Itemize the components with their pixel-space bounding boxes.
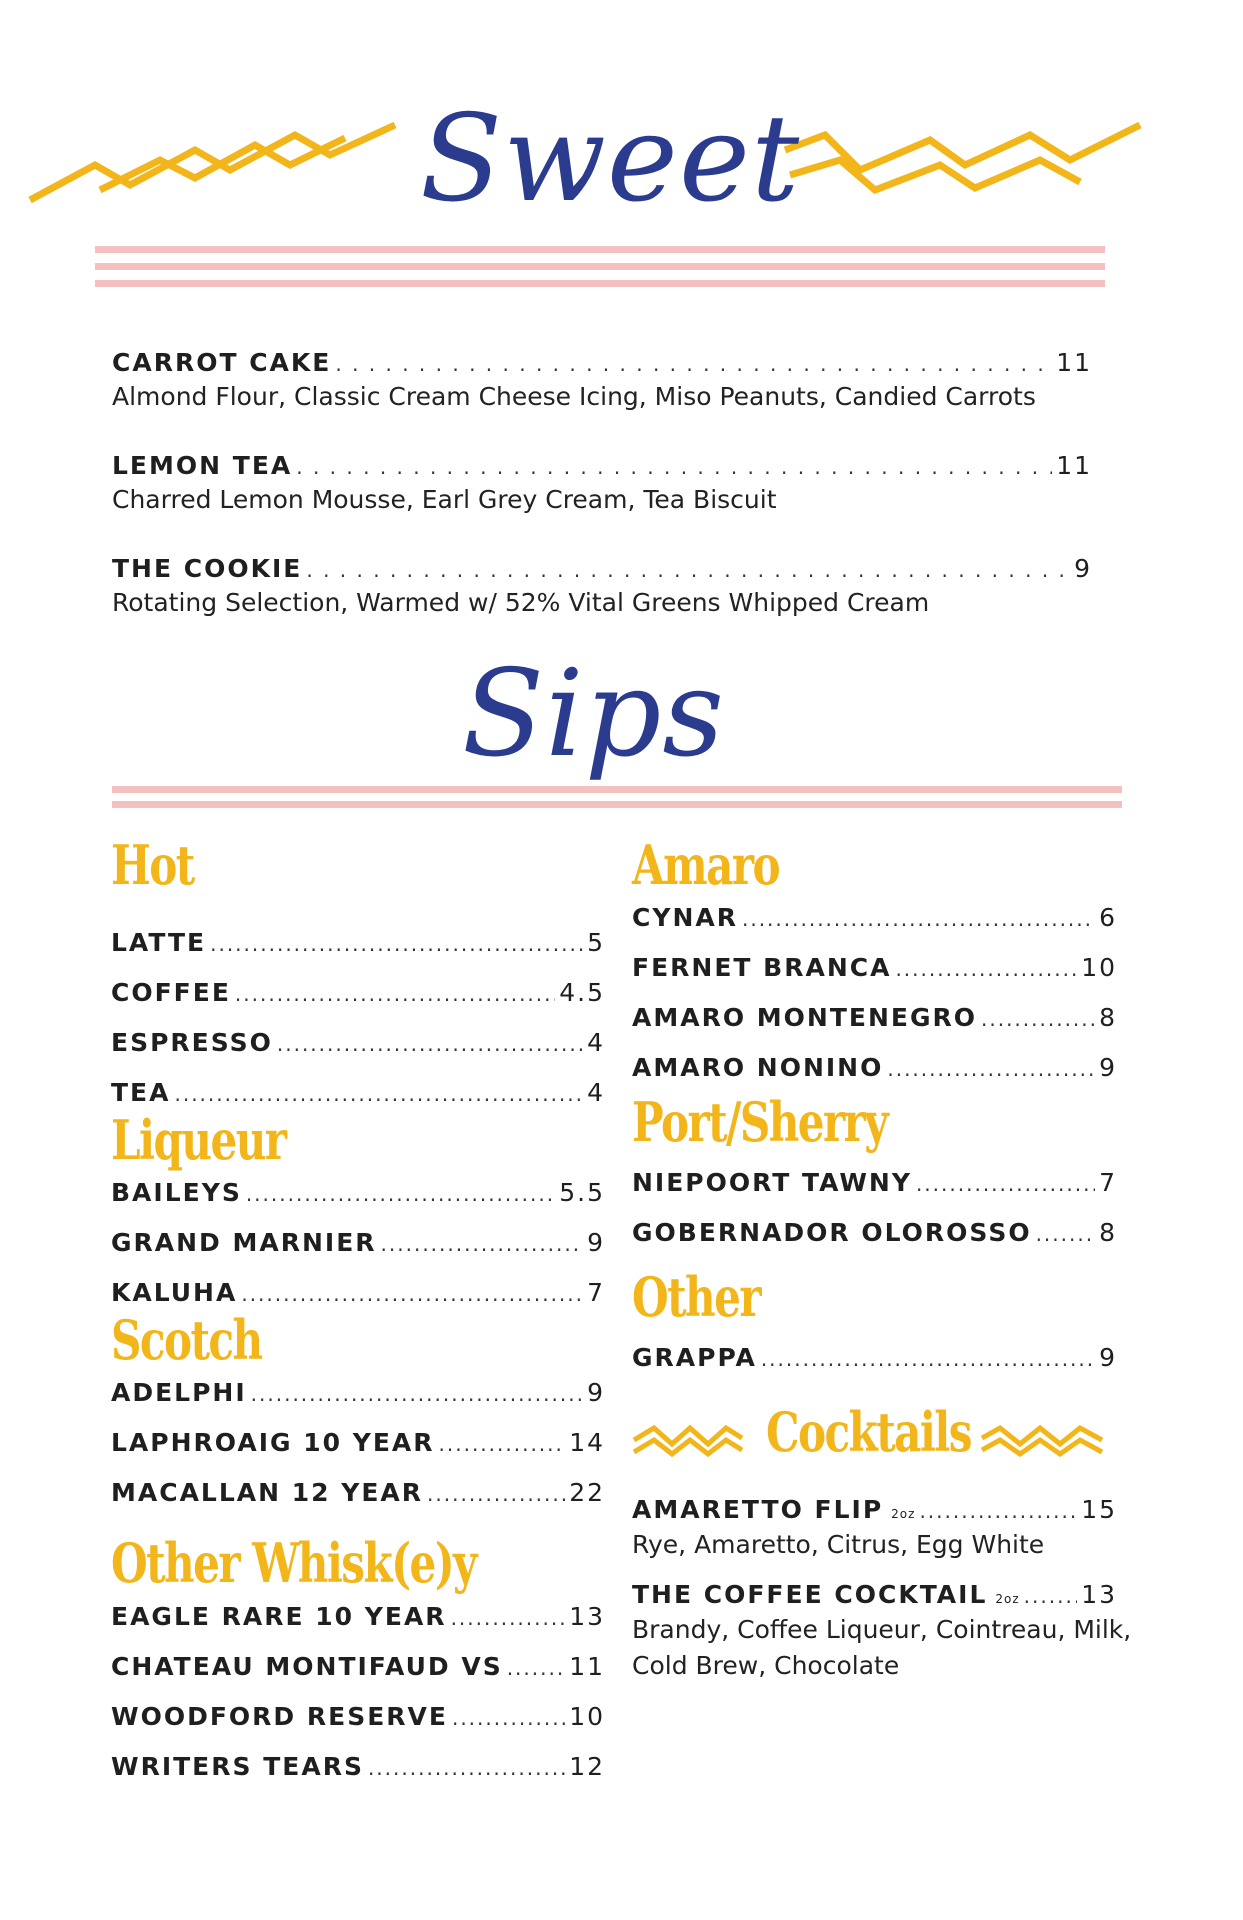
section-heading-liqueur: Liqueur: [111, 1108, 286, 1172]
list-item: LATTE ..... 5: [111, 928, 605, 957]
list-item: MACALLAN 12 YEAR ..... 22: [111, 1478, 605, 1507]
list-item: WOODFORD RESERVE ..... 10: [111, 1702, 605, 1731]
list-item: LEMON TEA . . . 11: [112, 451, 1092, 480]
list-item: CARROT CAKE . . . 11: [112, 348, 1092, 377]
list-item: GRAND MARNIER ..... 9: [111, 1228, 605, 1257]
section-heading-scotch: Scotch: [111, 1308, 262, 1372]
list-item: CYNAR ..... 6: [632, 903, 1117, 932]
list-item: WRITERS TEARS ..... 12: [111, 1752, 605, 1781]
list-item: AMARETTO FLIP 2oz ..... 15: [632, 1495, 1117, 1524]
list-item: NIEPOORT TAWNY ..... 7: [632, 1168, 1117, 1197]
list-item: GRAPPA ..... 9: [632, 1343, 1117, 1372]
list-item: GOBERNADOR OLOROSSO ..... 8: [632, 1218, 1117, 1247]
list-item: CHATEAU MONTIFAUD VS ..... 11: [111, 1652, 605, 1681]
list-item: LAPHROAIG 10 YEAR ..... 14: [111, 1428, 605, 1457]
zigzag-decoration-right: [780, 120, 1150, 210]
list-item: FERNET BRANCA ..... 10: [632, 953, 1117, 982]
item-description: Rye, Amaretto, Citrus, Egg White: [632, 1530, 1045, 1559]
item-description: Rotating Selection, Warmed w/ 52% Vital Greens Whipped Cream: [112, 588, 930, 617]
section-heading-amaro: Amaro: [632, 833, 780, 897]
list-item: THE COFFEE COCKTAIL 2oz ..... 13: [632, 1580, 1117, 1609]
section-heading-other: Other: [632, 1265, 760, 1329]
item-description: Cold Brew, Chocolate: [632, 1651, 900, 1680]
sweet-stripes: [95, 246, 1105, 287]
zigzag-decoration-cocktails-left: [632, 1418, 744, 1460]
item-description: Almond Flour, Classic Cream Cheese Icing, Miso Peanuts, Candied Carrots: [112, 382, 1036, 411]
list-item: THE COOKIE . . . 9: [112, 554, 1092, 583]
zigzag-decoration-cocktails-right: [980, 1418, 1105, 1460]
list-item: AMARO NONINO ..... 9: [632, 1053, 1117, 1082]
zigzag-decoration-left: [25, 120, 400, 210]
list-item: TEA ..... 4: [111, 1078, 605, 1107]
sips-stripes: [112, 786, 1122, 808]
list-item: BAILEYS ..... 5.5: [111, 1178, 605, 1207]
item-description: Brandy, Coffee Liqueur, Cointreau, Milk,: [632, 1615, 1132, 1644]
list-item: EAGLE RARE 10 YEAR ..... 13: [111, 1602, 605, 1631]
section-heading-hot: Hot: [111, 833, 194, 897]
section-heading-other-whiskey: Other Whisk(e)y: [111, 1531, 476, 1595]
list-item: COFFEE ..... 4.5: [111, 978, 605, 1007]
list-item: ESPRESSO ..... 4: [111, 1028, 605, 1057]
section-heading-cocktails: Cocktails: [766, 1400, 971, 1464]
sweet-title: Sweet: [420, 90, 801, 229]
list-item: AMARO MONTENEGRO ..... 8: [632, 1003, 1117, 1032]
list-item: KALUHA ..... 7: [111, 1278, 605, 1307]
item-description: Charred Lemon Mousse, Earl Grey Cream, Tea Biscuit: [112, 485, 777, 514]
list-item: ADELPHI ..... 9: [111, 1378, 605, 1407]
section-heading-port-sherry: Port/Sherry: [632, 1090, 888, 1154]
sips-title: Sips: [462, 645, 725, 784]
